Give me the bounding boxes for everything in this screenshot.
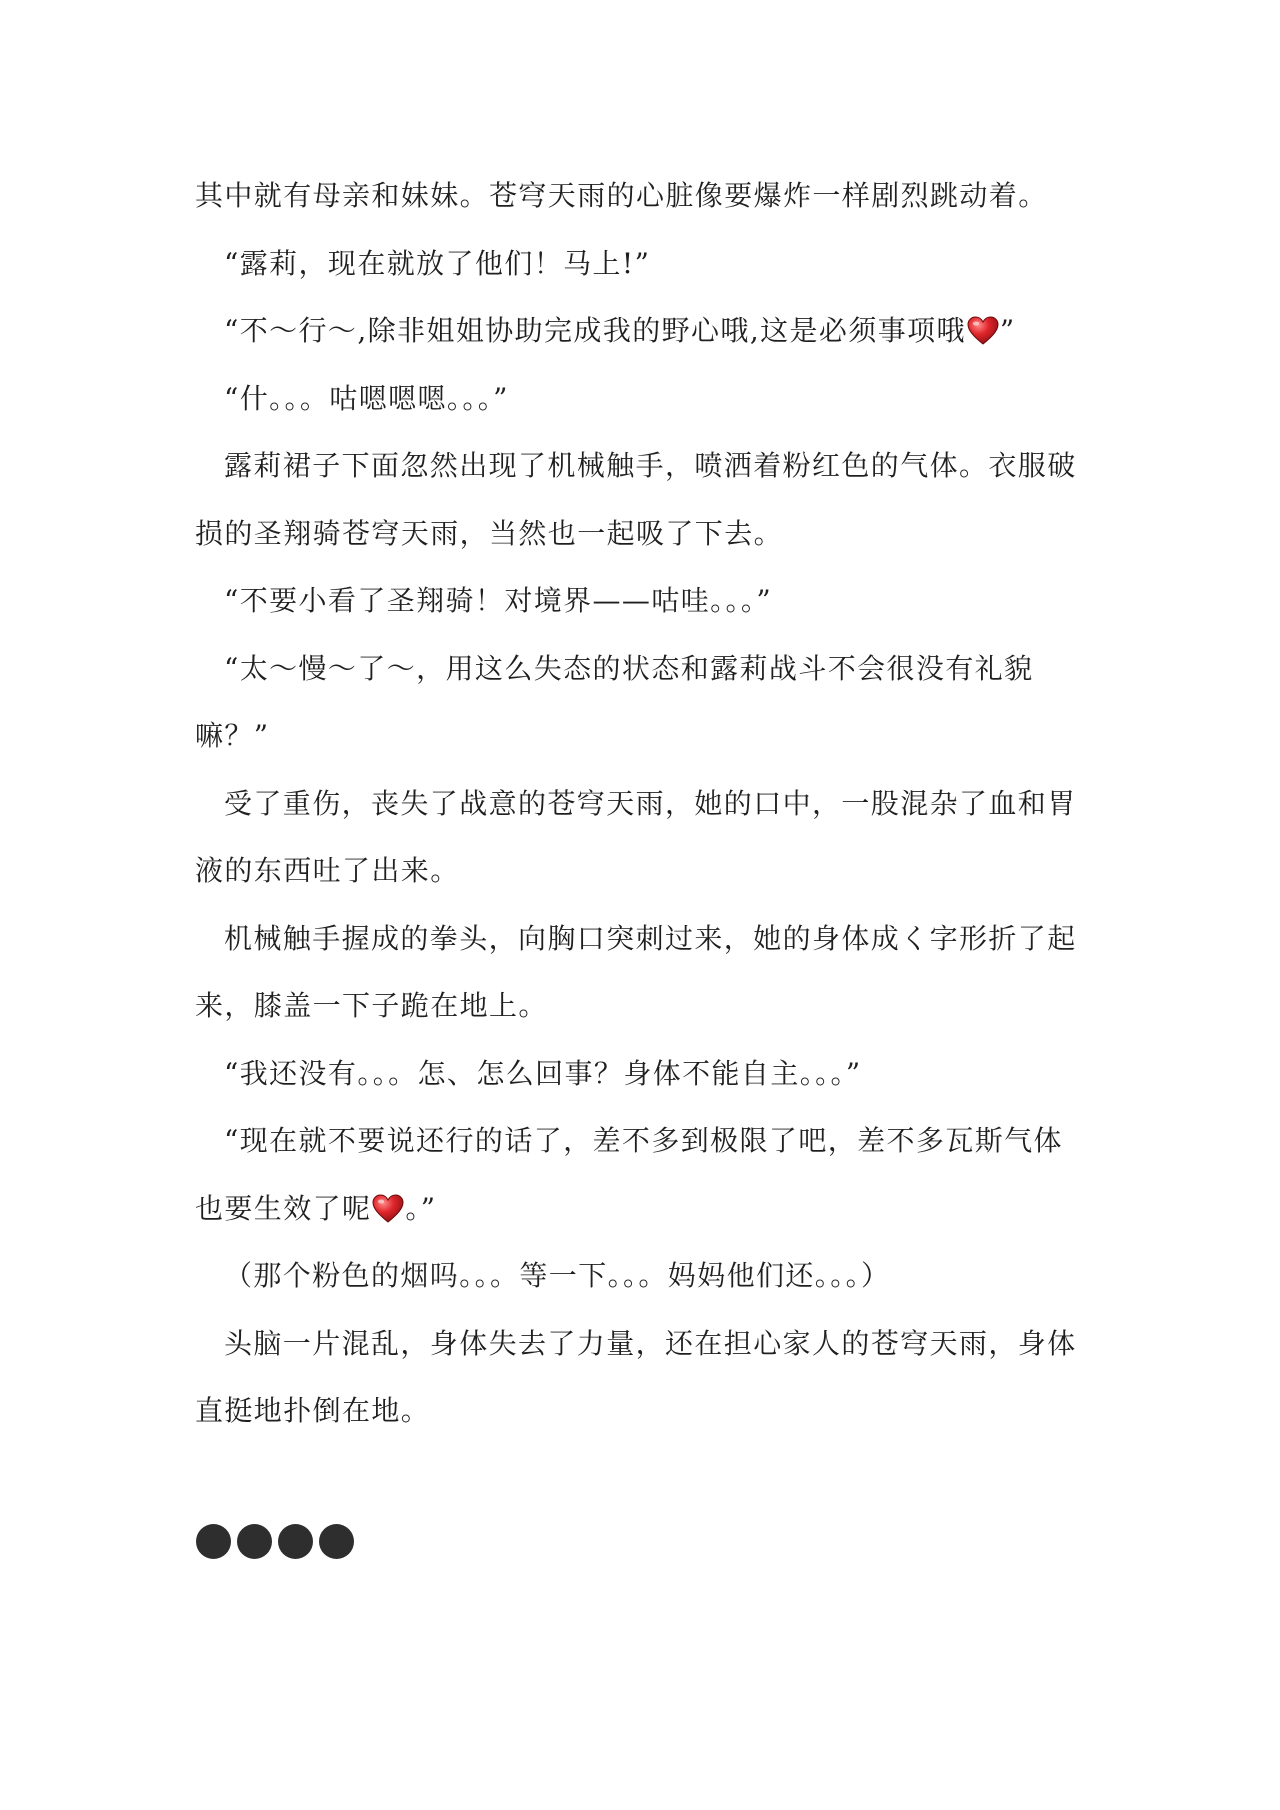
text-segment: “露莉，现在就放了他们！马上!” — [224, 246, 651, 280]
text-line — [195, 365, 1100, 433]
section-separator — [196, 1524, 354, 1560]
text-segment: （那个粉色的烟吗。。。等一下。。。妈妈他们还。。。） — [224, 1259, 891, 1292]
text-segment: “不～行～,除非姐姐协助完成我的野心哦,这是必须事项哦 — [224, 314, 966, 347]
text-segment: 机械触手握成的拳头，向胸口突刺过来，她的身体成く字形折了起 — [224, 921, 1077, 955]
text-line — [195, 1040, 1100, 1108]
text-segment: 。” — [405, 1191, 437, 1225]
text-segment: 头脑一片混乱，身体失去了力量，还在担心家人的苍穹天雨，身体 — [224, 1326, 1077, 1360]
text-line — [195, 567, 1100, 635]
text-segment: 露莉裙子下面忽然出现了机械触手，喷洒着粉红色的气体。衣服破 — [224, 449, 1077, 482]
text-line — [195, 635, 1100, 703]
text-line — [195, 702, 1100, 770]
separator-dot — [237, 1524, 272, 1559]
text-line — [195, 1242, 1100, 1310]
text-line — [195, 837, 1100, 905]
text-line — [195, 1175, 1100, 1243]
separator-dot — [196, 1524, 231, 1559]
heart-icon — [372, 1194, 404, 1224]
text-segment: 液的东西吐了出来。 — [195, 854, 460, 887]
text-segment: “太～慢～了～，用这么失态的状态和露莉战斗不会很没有礼貌 — [224, 651, 1034, 685]
separator-dot — [319, 1524, 354, 1559]
text-line — [195, 1310, 1100, 1378]
text-segment: “现在就不要说还行的话了，差不多到极限了吧，差不多瓦斯气体 — [224, 1124, 1063, 1157]
text-line — [195, 1107, 1100, 1175]
text-line — [195, 905, 1100, 973]
text-segment: 嘛？” — [195, 719, 270, 752]
text-line — [195, 972, 1100, 1040]
text-segment: 损的圣翔骑苍穹天雨，当然也一起吸了下去。 — [195, 516, 784, 550]
text-line — [195, 297, 1100, 365]
text-segment: “不要小看了圣翔骑！对境界——咕哇。。。” — [224, 584, 773, 617]
separator-dot — [278, 1524, 313, 1559]
text-segment: 来，膝盖一下子跪在地上。 — [195, 989, 548, 1022]
heart-icon — [967, 316, 999, 346]
text-line — [195, 162, 1100, 230]
text-segment: 也要生效了呢 — [195, 1191, 372, 1225]
text-segment: “我还没有。。。怎、怎么回事？身体不能自主。。。” — [224, 1056, 862, 1090]
text-segment: ” — [999, 314, 1016, 347]
text-line — [195, 500, 1100, 568]
text-line — [195, 1377, 1100, 1445]
text-segment: 其中就有母亲和妹妹。苍穹天雨的心脏像要爆炸一样剧烈跳动着。 — [195, 179, 1048, 212]
story-text — [195, 162, 1100, 1445]
text-segment: 直挺地扑倒在地。 — [195, 1394, 431, 1427]
text-line — [195, 770, 1100, 838]
text-segment: 受了重伤，丧失了战意的苍穹天雨，她的口中，一股混杂了血和胃 — [224, 786, 1077, 820]
text-line — [195, 432, 1100, 500]
text-segment: “什。。。咕嗯嗯嗯。。。” — [224, 381, 509, 415]
text-line — [195, 230, 1100, 298]
